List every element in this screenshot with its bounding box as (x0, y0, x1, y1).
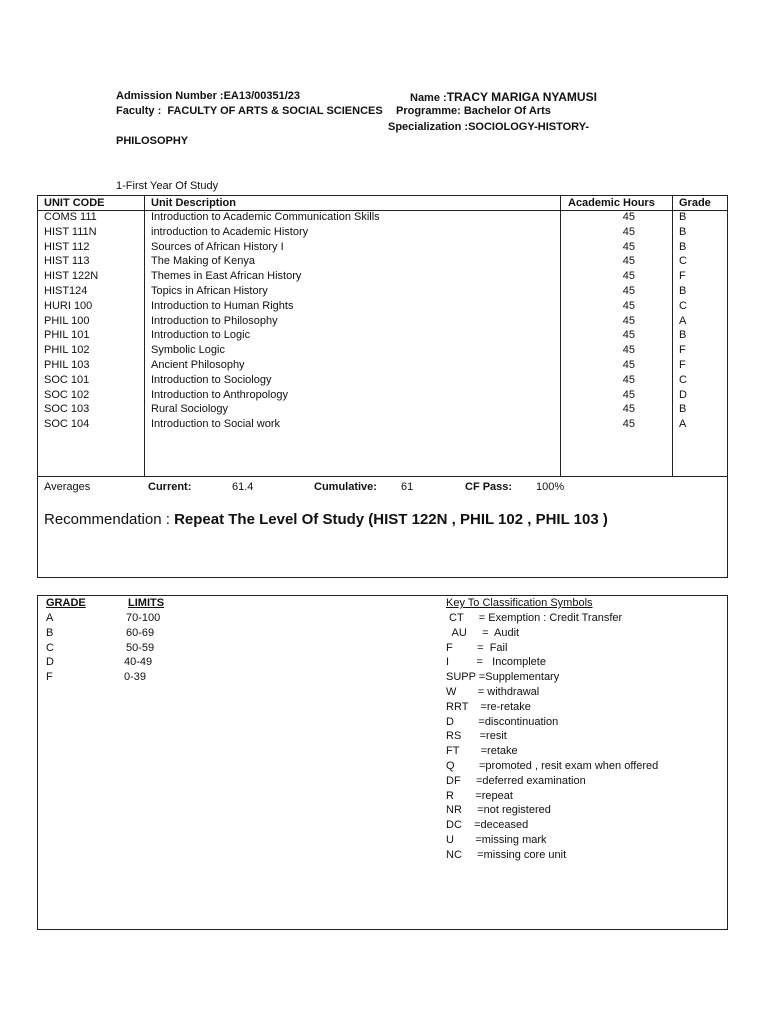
specialization-value: SOCIOLOGY-HISTORY- (468, 121, 590, 133)
header-grade: Grade (679, 197, 711, 209)
unit-description: Introduction to Logic (151, 329, 251, 342)
header-unit-description: Unit Description (151, 197, 236, 209)
programme (396, 105, 551, 117)
academic-hours: 45 (622, 270, 635, 283)
grade-letter: D (46, 656, 54, 669)
grade-letter: A (46, 612, 54, 624)
current-value: 61.4 (232, 481, 254, 493)
unit-code: HIST 122N (44, 270, 99, 283)
unit-description: Introduction to Anthropology (151, 388, 288, 401)
programme-value: Bachelor Of Arts (463, 105, 551, 117)
grade-letter: F (46, 671, 53, 684)
key-symbol-item: RS =resit (446, 730, 507, 743)
table-row (38, 344, 727, 359)
unit-code: COMS 111 (44, 211, 97, 223)
table-row (38, 255, 727, 270)
recommendation-text: Repeat The Level Of Study (HIST 122N , PHIL 102 , PHIL 103 ) (174, 511, 608, 528)
unit-description: Introduction to Social work (151, 418, 281, 431)
admission-value: EA13/00351/23 (223, 90, 301, 102)
unit-code: HIST124 (44, 284, 88, 297)
grade-limits: 40-49 (124, 656, 153, 669)
unit-description: Introduction to Philosophy (151, 314, 278, 327)
unit-description: Sources of African History I (151, 240, 284, 253)
unit-description: Themes in East African History (151, 270, 302, 283)
unit-code: PHIL 100 (44, 314, 90, 327)
academic-hours: 45 (622, 255, 635, 268)
unit-code: PHIL 102 (44, 344, 90, 357)
faculty (116, 105, 383, 117)
admission-label: Admission Number : (116, 90, 224, 102)
table-row (38, 241, 727, 256)
unit-code: SOC 103 (44, 403, 90, 416)
unit-code: HIST 111N (44, 225, 97, 238)
academic-hours: 45 (622, 418, 635, 431)
admission-number (116, 90, 300, 102)
results-rows (38, 211, 727, 433)
name-label: Name : (410, 92, 447, 104)
academic-hours: 45 (622, 329, 635, 342)
faculty-value: FACULTY OF ARTS & SOCIAL SCIENCES (167, 105, 383, 117)
table-body-rule (38, 476, 727, 477)
table-row (38, 374, 727, 389)
cumulative-label: Cumulative: (314, 481, 377, 493)
key-symbol-item: RRT =re-retake (446, 700, 531, 713)
unit-description: introduction to Academic History (151, 225, 309, 238)
unit-grade: D (679, 388, 687, 401)
table-row (38, 300, 727, 315)
table-row (38, 270, 727, 285)
current-label: Current: (148, 481, 192, 493)
key-symbol-item: CT = Exemption : Credit Transfer (446, 612, 623, 624)
unit-description: Rural Sociology (151, 403, 229, 416)
key-symbol-item: U =missing mark (446, 834, 547, 846)
unit-description: The Making of Kenya (151, 255, 255, 268)
specialization-label: Specialization : (388, 121, 469, 133)
unit-grade: F (679, 270, 686, 283)
grade-letter: B (46, 626, 54, 639)
unit-code: SOC 104 (44, 418, 90, 431)
unit-description: Introduction to Human Rights (151, 299, 294, 312)
unit-description: Introduction to Sociology (151, 373, 272, 386)
key-symbol-item: F = Fail (446, 641, 508, 654)
unit-description: Ancient Philosophy (151, 358, 245, 371)
cf-pass-value: 100% (536, 481, 565, 493)
unit-grade: B (679, 284, 687, 297)
unit-code: PHIL 103 (44, 358, 90, 371)
table-row (38, 359, 727, 374)
academic-hours: 45 (622, 299, 635, 312)
table-row (38, 315, 727, 330)
academic-hours: 45 (622, 314, 635, 327)
unit-description: Topics in African History (151, 284, 268, 297)
table-row (38, 285, 727, 300)
recommendation-label: Recommendation : (44, 511, 175, 528)
key-symbol-item: DC =deceased (446, 819, 529, 832)
programme-label: Programme: (396, 105, 461, 117)
unit-grade: B (679, 211, 687, 223)
key-symbol-item: W = withdrawal (446, 686, 540, 698)
unit-grade: C (679, 255, 687, 268)
averages-label: Averages (44, 481, 91, 493)
key-symbol-item: R =repeat (446, 789, 513, 802)
unit-grade: C (679, 373, 687, 386)
key-title: Key To Classification Symbols (446, 597, 593, 609)
academic-hours: 45 (622, 225, 635, 238)
table-row (38, 403, 727, 418)
unit-code: HURI 100 (44, 299, 93, 312)
key-symbol-item: NC =missing core unit (446, 848, 567, 861)
unit-grade: B (679, 329, 687, 342)
academic-hours: 45 (622, 344, 635, 357)
key-symbol-item: AU = Audit (446, 626, 520, 639)
table-row (38, 226, 727, 241)
results-table (37, 195, 728, 578)
unit-grade: C (679, 299, 687, 312)
unit-code: HIST 113 (44, 255, 90, 268)
cumulative-value: 61 (401, 481, 414, 493)
name-value: TRACY MARIGA NYAMUSI (446, 90, 597, 104)
academic-hours: 45 (622, 240, 635, 253)
year-title: 1-First Year Of Study (116, 180, 219, 192)
key-symbol-item: NR =not registered (446, 804, 551, 817)
table-row (38, 389, 727, 404)
grade-header: GRADE (46, 597, 86, 609)
key-symbol-item: D =discontinuation (446, 715, 559, 728)
unit-code: SOC 102 (44, 388, 90, 401)
cf-pass-label: CF Pass: (465, 481, 513, 493)
header-unit-code: UNIT CODE (44, 197, 105, 209)
key-symbol-item: SUPP =Supplementary (446, 671, 560, 684)
unit-grade: B (679, 225, 687, 238)
key-symbol-item: FT =retake (446, 745, 518, 758)
grading-key-box (37, 595, 728, 930)
academic-hours: 45 (622, 403, 635, 416)
unit-code: SOC 101 (44, 373, 90, 386)
table-row (38, 418, 727, 433)
specialization (388, 121, 589, 133)
academic-hours: 45 (622, 211, 635, 223)
recommendation (44, 511, 608, 528)
grade-limits: 0-39 (124, 671, 147, 684)
academic-hours: 45 (622, 388, 635, 401)
grade-limits: 50-59 (126, 641, 155, 654)
unit-code: HIST 112 (44, 240, 90, 253)
unit-grade: F (679, 344, 686, 357)
table-row (38, 329, 727, 344)
unit-code: PHIL 101 (44, 329, 90, 342)
unit-description: Symbolic Logic (151, 344, 225, 357)
unit-grade: B (679, 403, 687, 416)
key-symbol-item: I = Incomplete (446, 656, 546, 669)
unit-grade: A (679, 314, 687, 327)
academic-hours: 45 (622, 373, 635, 386)
key-symbol-item: Q =promoted , resit exam when offered (446, 760, 659, 772)
table-row (38, 211, 727, 226)
academic-hours: 45 (622, 358, 635, 371)
unit-grade: B (679, 240, 687, 253)
unit-grade: A (679, 418, 687, 431)
student-name (410, 90, 597, 104)
grade-limits: 60-69 (126, 626, 155, 639)
limits-header: LIMITS (128, 597, 165, 609)
header-academic-hours: Academic Hours (568, 197, 655, 209)
grade-limits: 70-100 (126, 612, 161, 624)
key-symbol-item: DF =deferred examination (446, 774, 586, 787)
faculty-label: Faculty : (116, 105, 162, 117)
specialization-continued: PHILOSOPHY (116, 135, 189, 147)
unit-description: Introduction to Academic Communication Skills (151, 211, 380, 223)
grade-letter: C (46, 641, 54, 654)
unit-grade: F (679, 358, 686, 371)
academic-hours: 45 (622, 284, 635, 297)
